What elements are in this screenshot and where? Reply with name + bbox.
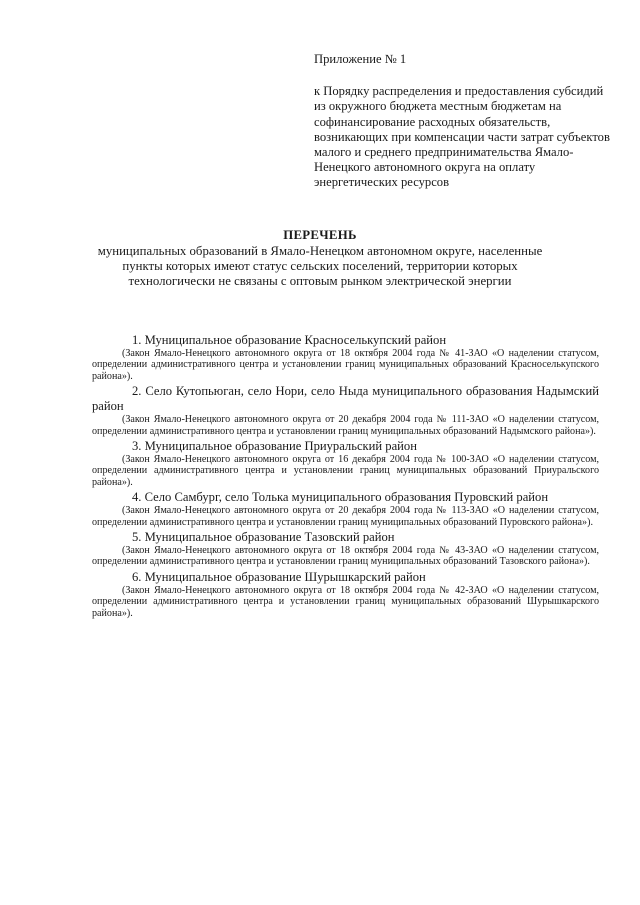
list-item [92, 490, 599, 528]
appendix-label: Приложение № 1 [314, 52, 407, 66]
entry-name: 5. Муниципальное образование Тазовский район [132, 530, 395, 545]
list-title: ПЕРЕЧЕНЬ [283, 228, 357, 242]
list-item [92, 439, 599, 488]
list-item [92, 333, 599, 382]
list-item [92, 530, 599, 568]
entry-name: 6. Муниципальное образование Шурышкарский район [132, 569, 426, 584]
entry-name: 2. Село Кутопьюган, село Нори, село Ныда муниципального образования Надымский район [92, 384, 599, 414]
entry-law-reference: (Закон Ямало-Ненецкого автономного округа от 18 октября 2004 года № 41-ЗАО «О наделении статусом, определении административного центра и установлении границ муниципальных образований Красноселькупского района»). [92, 348, 599, 382]
list-item [92, 570, 599, 619]
list-subtitle: муниципальных образований в Ямало-Ненецком автономном округе, населенные пункты которых имеют статус сельских поселений, территории которых технологически не связаны с оптовым рынком электрической энергии [97, 244, 543, 288]
entry-name: 4. Село Самбург, село Толька муниципального образования Пуровский район [132, 490, 549, 505]
entry-law-reference: (Закон Ямало-Ненецкого автономного округа от 20 декабря 2004 года № 111-ЗАО «О наделении статусом, определении административного центра и установлении границ муниципальных образований Надымского района»). [92, 414, 599, 437]
list-heading [92, 228, 548, 289]
entry-law-reference: (Закон Ямало-Ненецкого автономного округа от 18 октября 2004 года № 43-ЗАО «О наделении статусом, определении административного центра и установлении границ муниципальных образований Тазовского района»). [92, 545, 599, 568]
entry-law-reference: (Закон Ямало-Ненецкого автономного округа от 18 октября 2004 года № 42-ЗАО «О наделении статусом, определении административного центра и установлении границ муниципальных образований Шурышкарского района»). [92, 584, 599, 619]
entry-name: 1. Муниципальное образование Красноселькупский район [132, 333, 447, 347]
list-item [92, 384, 599, 437]
appendix-description: к Порядку распределения и предоставления субсидий из окружного бюджета местным бюджетам на софинансирование расходных обязательств, возникающих при компенсации части затрат субъектов малого и среднего предпринимательства Ямало-Ненецкого автономного округа на оплату энергетических ресурсов [314, 84, 610, 190]
entry-law-reference: (Закон Ямало-Ненецкого автономного округа от 20 декабря 2004 года № 113-ЗАО «О наделении статусом, определении административного центра и установлении границ муниципальных образований Пуровского района»). [92, 505, 599, 528]
entry-law-reference: (Закон Ямало-Ненецкого автономного округа от 16 декабря 2004 года № 100-ЗАО «О наделении статусом, определении административного центра и установлении границ муниципальных образований Приуральского района»). [92, 454, 599, 488]
entry-name: 3. Муниципальное образование Приуральский район [132, 439, 417, 454]
appendix-block [314, 52, 614, 191]
municipality-list [92, 333, 599, 621]
